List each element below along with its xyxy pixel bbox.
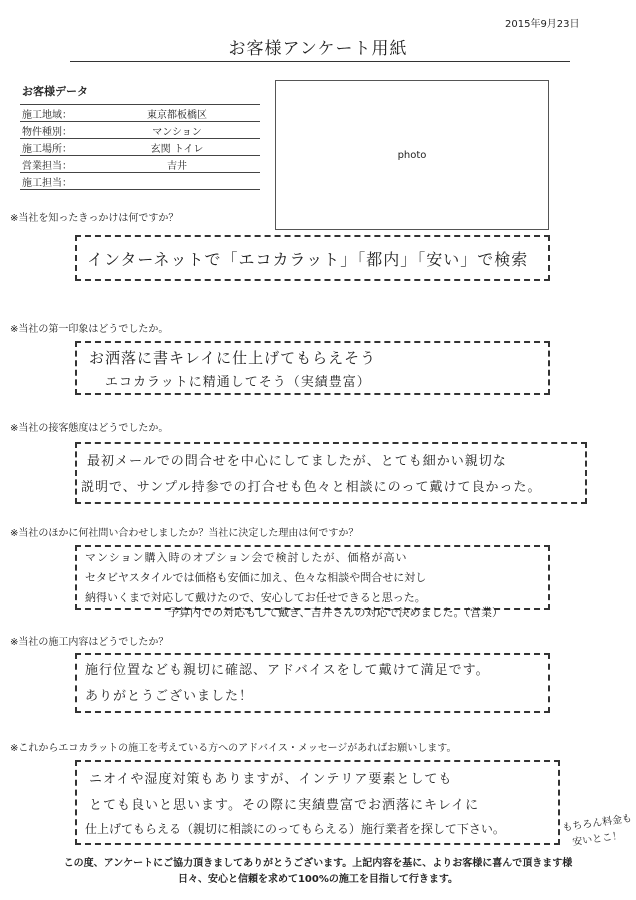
answer-box-3 bbox=[75, 442, 587, 504]
answer-3-line-2: 説明で、サンプル持参での打合せも色々と相談にのって戴けて良かった。 bbox=[81, 480, 542, 495]
table-row bbox=[20, 173, 260, 190]
question-4: ※当社のほかに何社問い合わせしましたか？当社に決定した理由は何ですか？ bbox=[10, 528, 359, 539]
survey-date: 2015年9月23日 bbox=[505, 19, 580, 30]
table-row bbox=[20, 105, 260, 122]
answer-2-line-2: エコカラットに精通してそう（実績豊富） bbox=[105, 375, 371, 390]
row-value: マンション bbox=[94, 122, 260, 139]
answer-4-note: 予算内での対応もして戴き、吉井さんの対応で決めました。（営業） bbox=[168, 606, 504, 619]
answer-4-line-1: マンション購入時のオプション会で検討したが、価格が高い bbox=[85, 551, 408, 564]
row-value: 東京都板橋区 bbox=[94, 105, 260, 122]
row-label: 物件種別： bbox=[20, 122, 94, 139]
answer-box-1 bbox=[75, 235, 550, 281]
answer-2-line-1: お洒落に書キレイに仕上げてもらえそう bbox=[89, 349, 377, 367]
photo-label: photo bbox=[397, 150, 427, 161]
answer-box-6 bbox=[75, 760, 560, 845]
answer-4-line-3: 納得いくまで対応して戴けたので、安心してお任せできると思った。 bbox=[85, 591, 426, 604]
page-title: お客様アンケート用紙 bbox=[228, 39, 408, 59]
question-1: ※当社を知ったきっかけは何ですか？ bbox=[10, 213, 179, 224]
table-row bbox=[20, 156, 260, 173]
title-underline bbox=[70, 61, 570, 62]
footer-line-1: この度、アンケートにご協力頂きましてありがとうございます。上記内容を基に、よりお客様に喜んで頂きます様 bbox=[63, 858, 573, 869]
answer-4-line-2: セタビヤスタイルでは価格も安価に加え、色々な相談や問合せに対し bbox=[85, 571, 427, 584]
customer-data-table bbox=[20, 104, 260, 190]
answer-6-line-3: 仕上げてもらえる（親切に相談にのってもらえる）施行業者を探して下さい。 bbox=[85, 822, 505, 836]
answer-3-line-1: 最初メールでの問合せを中心にしてましたが、とても細かい親切な bbox=[87, 454, 507, 469]
answer-6-line-2: とても良いと思います。その際に実績豊富でお洒落にキレイに bbox=[89, 798, 480, 813]
question-5: ※当社の施工内容はどうでしたか？ bbox=[10, 637, 169, 648]
answer-5-line-1: 施行位置なども親切に確認、アドバイスをして戴けて満足です。 bbox=[85, 663, 490, 678]
answer-6-note-line-2: 安いとこ！ bbox=[571, 830, 623, 849]
question-6: ※これからエコカラットの施工を考えている方へのアドバイス・メッセージがあればお願いします。 bbox=[10, 743, 457, 754]
customer-data-heading: お客様データ bbox=[22, 85, 88, 98]
answer-5-line-2: ありがとうございました！ bbox=[85, 689, 254, 704]
answer-6-line-1: ニオイや湿度対策もありますが、インテリア要素としても bbox=[89, 772, 453, 787]
row-value: 玄関 トイレ bbox=[94, 139, 260, 156]
answer-6-note-line-1: もちろん料金も bbox=[561, 813, 633, 834]
row-label: 営業担当： bbox=[20, 156, 94, 173]
table-row bbox=[20, 122, 260, 139]
row-label: 施工場所： bbox=[20, 139, 94, 156]
question-2: ※当社の第一印象はどうでしたか。 bbox=[10, 324, 169, 335]
footer-message bbox=[0, 856, 636, 888]
answer-box-5 bbox=[75, 653, 550, 713]
answer-box-2 bbox=[75, 341, 550, 395]
row-value bbox=[94, 173, 260, 190]
answer-1-line-1: インターネットで「エコカラット」「都内」「安い」で検索 bbox=[87, 250, 529, 269]
row-label: 施工地域： bbox=[20, 105, 94, 122]
row-value: 吉井 bbox=[94, 156, 260, 173]
answer-box-4 bbox=[75, 545, 550, 610]
photo-placeholder bbox=[275, 80, 549, 230]
question-3: ※当社の接客態度はどうでしたか。 bbox=[10, 423, 169, 434]
footer-line-2: 日々、安心と信頼を求めて100%の施工を目指して行きます。 bbox=[177, 874, 459, 885]
row-label: 施工担当： bbox=[20, 173, 94, 190]
table-row bbox=[20, 139, 260, 156]
